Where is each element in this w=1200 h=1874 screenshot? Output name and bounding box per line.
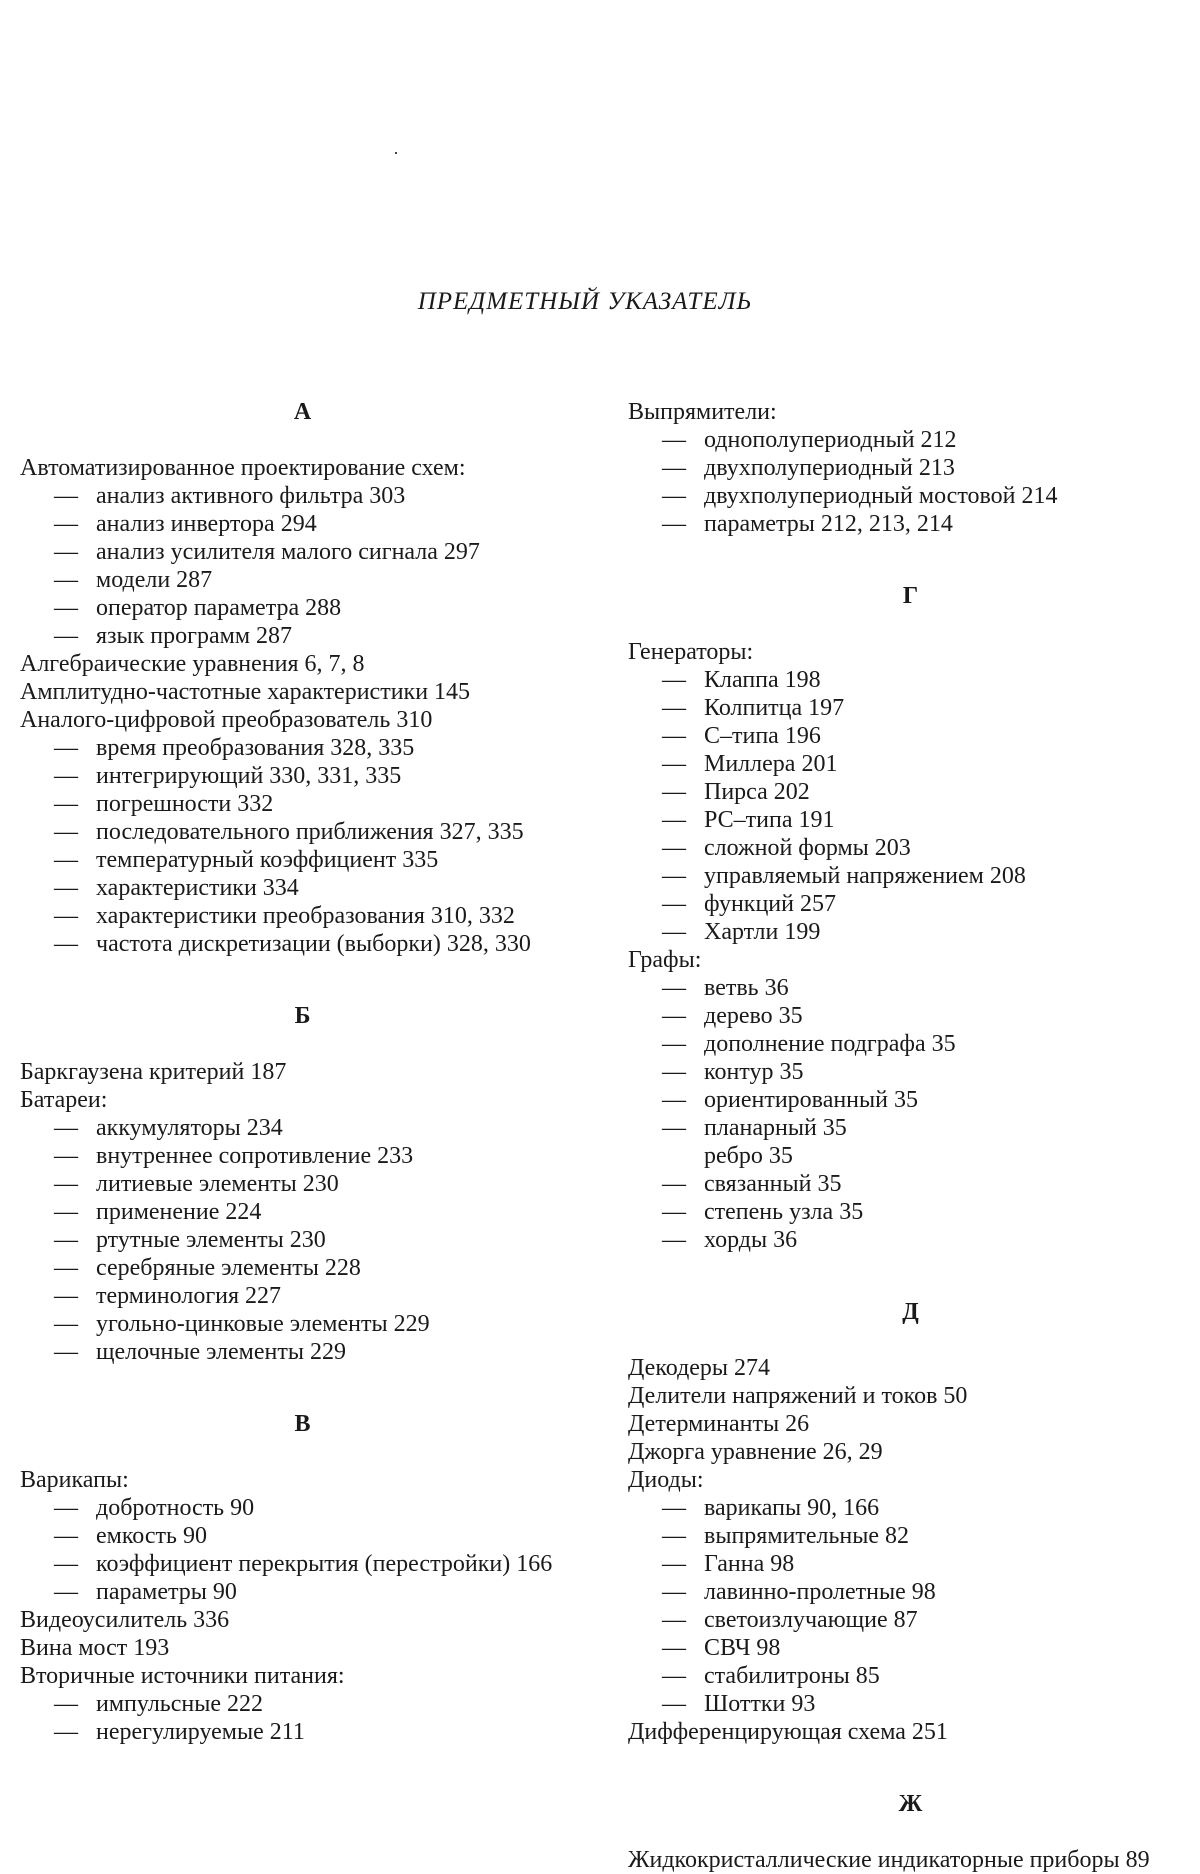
index-subentry: — функций 257 — [628, 890, 1193, 918]
index-subentry: — хорды 36 — [628, 1226, 1193, 1254]
index-subentry: — Шоттки 93 — [628, 1690, 1193, 1718]
index-subentry: — модели 287 — [20, 566, 585, 594]
section-letter: Д — [902, 1299, 919, 1325]
index-entry: Дифференцирующая схема 251 — [628, 1719, 948, 1745]
page-title: ПРЕДМЕТНЫЙ УКАЗАТЕЛЬ — [417, 288, 753, 315]
index-subentry: — стабилитроны 85 — [628, 1662, 1193, 1690]
index-subentry: — характеристики преобразования 310, 332 — [20, 902, 585, 930]
index-subentry: — коэффициент перекрытия (перестройки) 166 — [20, 1550, 585, 1578]
left-column — [20, 398, 585, 1746]
index-subentry: — однополупериодный 212 — [628, 426, 1193, 454]
scan-speck — [395, 152, 397, 154]
index-subentry: — степень узла 35 — [628, 1198, 1193, 1226]
index-subentry: — ртутные элементы 230 — [20, 1226, 585, 1254]
index-subentry: — параметры 212, 213, 214 — [628, 510, 1193, 538]
index-subentry: — емкость 90 — [20, 1522, 585, 1550]
index-entry: Видеоусилитель 336 — [20, 1607, 230, 1633]
index-subentry: — внутреннее сопротивление 233 — [20, 1142, 585, 1170]
index-subentry: — дополнение подграфа 35 — [628, 1030, 1193, 1058]
index-subentry: — варикапы 90, 166 — [628, 1494, 1193, 1522]
index-subentry: — анализ инвертора 294 — [20, 510, 585, 538]
index-subentry: — добротность 90 — [20, 1494, 585, 1522]
index-subentry: — Клаппа 198 — [628, 666, 1193, 694]
index-subentry: — Пирса 202 — [628, 778, 1193, 806]
index-subentry: — серебряные элементы 228 — [20, 1254, 585, 1282]
index-subentry: ребро 35 — [704, 1143, 793, 1169]
index-subentry: — выпрямительные 82 — [628, 1522, 1193, 1550]
index-subentry: — Колпитца 197 — [628, 694, 1193, 722]
index-entry: Диоды: — [628, 1467, 704, 1493]
index-subentry: — угольно-цинковые элементы 229 — [20, 1310, 585, 1338]
index-subentry: — параметры 90 — [20, 1578, 585, 1606]
index-subentry: — сложной формы 203 — [628, 834, 1193, 862]
index-subentry: — лавинно-пролетные 98 — [628, 1578, 1193, 1606]
index-subentry: — импульсные 222 — [20, 1690, 585, 1718]
index-subentry: — погрешности 332 — [20, 790, 585, 818]
index-subentry: — последовательного приближения 327, 335 — [20, 818, 585, 846]
index-entry: Графы: — [628, 947, 702, 973]
index-subentry: — Ганна 98 — [628, 1550, 1193, 1578]
index-subentry: — Хартли 199 — [628, 918, 1193, 946]
index-subentry: — аккумуляторы 234 — [20, 1114, 585, 1142]
index-subentry: — планарный 35 — [628, 1114, 1193, 1142]
section-letter: Б — [294, 1003, 311, 1029]
index-subentry: — литиевые элементы 230 — [20, 1170, 585, 1198]
index-subentry: — двухполупериодный мостовой 214 — [628, 482, 1193, 510]
index-subentry: — ветвь 36 — [628, 974, 1193, 1002]
index-subentry: — анализ активного фильтра 303 — [20, 482, 585, 510]
index-entry: Джорга уравнение 26, 29 — [628, 1439, 883, 1465]
index-subentry: — терминология 227 — [20, 1282, 585, 1310]
index-subentry: — применение 224 — [20, 1198, 585, 1226]
index-entry: Вина мост 193 — [20, 1635, 170, 1661]
index-subentry: — язык программ 287 — [20, 622, 585, 650]
index-entry: Детерминанты 26 — [628, 1411, 810, 1437]
index-entry: Выпрямители: — [628, 399, 777, 425]
index-subentry: — двухполупериодный 213 — [628, 454, 1193, 482]
index-subentry: — связанный 35 — [628, 1170, 1193, 1198]
index-subentry: — температурный коэффициент 335 — [20, 846, 585, 874]
index-subentry: — контур 35 — [628, 1058, 1193, 1086]
index-subentry: — анализ усилителя малого сигнала 297 — [20, 538, 585, 566]
index-entry: Батареи: — [20, 1087, 108, 1113]
index-entry: Автоматизированное проектирование схем: — [20, 455, 466, 481]
index-subentry: — светоизлучающие 87 — [628, 1606, 1193, 1634]
section-letter: А — [293, 399, 312, 425]
index-subentry: — нерегулируемые 211 — [20, 1718, 585, 1746]
index-subentry: — управляемый напряжением 208 — [628, 862, 1193, 890]
index-subentry: — частота дискретизации (выборки) 328, 330 — [20, 930, 585, 958]
section-letter: Ж — [898, 1791, 923, 1817]
index-entry: Жидкокристаллические индикаторные приборы 89 — [628, 1847, 1150, 1873]
index-entry: Алгебраические уравнения 6, 7, 8 — [20, 651, 365, 677]
index-entry: Делители напряжений и токов 50 — [628, 1383, 968, 1409]
index-entry: Аналого-цифровой преобразователь 310 — [20, 707, 433, 733]
index-subentry: — С–типа 196 — [628, 722, 1193, 750]
index-subentry: — характеристики 334 — [20, 874, 585, 902]
index-subentry: — СВЧ 98 — [628, 1634, 1193, 1662]
index-subentry: — РС–типа 191 — [628, 806, 1193, 834]
index-entry: Вторичные источники питания: — [20, 1663, 345, 1689]
index-subentry: — Миллера 201 — [628, 750, 1193, 778]
section-letter: Г — [902, 583, 919, 609]
index-entry: Варикапы: — [20, 1467, 129, 1493]
right-column — [628, 398, 1193, 1874]
index-subentry: — время преобразования 328, 335 — [20, 734, 585, 762]
index-entry: Декодеры 274 — [628, 1355, 771, 1381]
index-subentry: — ориентированный 35 — [628, 1086, 1193, 1114]
index-entry: Амплитудно-частотные характеристики 145 — [20, 679, 471, 705]
section-letter: В — [294, 1411, 311, 1437]
index-subentry: — дерево 35 — [628, 1002, 1193, 1030]
index-entry: Баркгаузена критерий 187 — [20, 1059, 287, 1085]
index-entry: Генераторы: — [628, 639, 754, 665]
index-subentry: — оператор параметра 288 — [20, 594, 585, 622]
index-subentry: — интегрирующий 330, 331, 335 — [20, 762, 585, 790]
index-subentry: — щелочные элементы 229 — [20, 1338, 585, 1366]
